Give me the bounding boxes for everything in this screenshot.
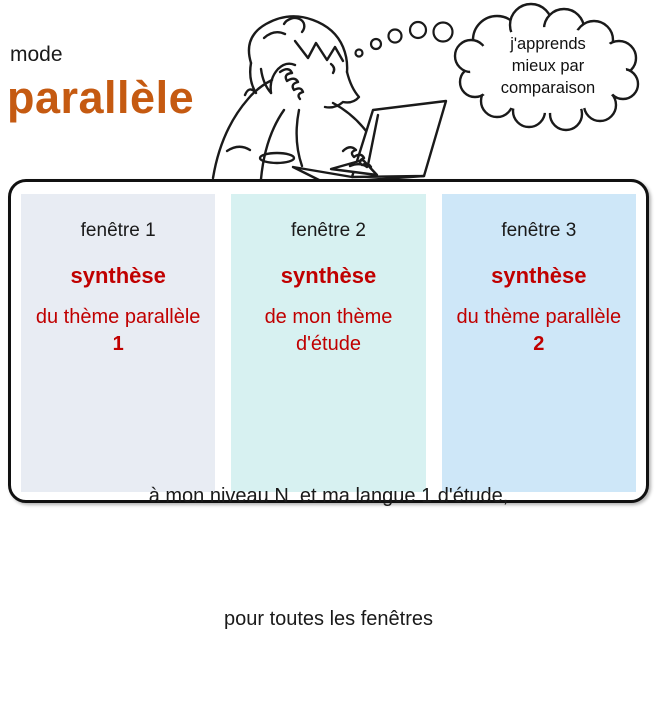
window-description bbox=[442, 304, 636, 358]
window-name: fenêtre 1 bbox=[80, 220, 156, 241]
thought-bubble-line: comparaison bbox=[500, 79, 596, 97]
window-desc-line1: du thème parallèle bbox=[456, 306, 622, 328]
laptop-icon bbox=[293, 101, 446, 183]
page-title: parallèle bbox=[7, 72, 195, 123]
footer-line1: à mon niveau N et ma langue 1 d'étude, bbox=[148, 485, 509, 507]
window-description bbox=[231, 304, 425, 358]
synthese-label: synthèse bbox=[491, 263, 587, 288]
window-name: fenêtre 2 bbox=[290, 220, 366, 241]
window-desc-line2: 2 bbox=[533, 333, 545, 355]
thought-bubble-text bbox=[466, 33, 630, 99]
windows-panel bbox=[8, 179, 649, 630]
mode-label: mode bbox=[10, 43, 63, 66]
window-description bbox=[21, 304, 215, 358]
synthese-label: synthèse bbox=[70, 263, 166, 288]
window-desc-line1: du thème parallèle bbox=[35, 306, 201, 328]
thought-bubble-line: mieux par bbox=[511, 57, 585, 75]
window-desc-line2: 1 bbox=[112, 333, 124, 355]
window-name: fenêtre 3 bbox=[501, 220, 577, 241]
footer-line2: pour toutes les fenêtres bbox=[223, 608, 433, 630]
window-desc-line1: de mon thème bbox=[264, 306, 393, 328]
window-desc-line2: d'étude bbox=[295, 333, 361, 355]
footer-note bbox=[11, 394, 646, 722]
thought-dots-icon bbox=[356, 22, 453, 57]
synthese-label: synthèse bbox=[280, 263, 377, 288]
thought-bubble-line: j'apprends bbox=[510, 35, 586, 53]
